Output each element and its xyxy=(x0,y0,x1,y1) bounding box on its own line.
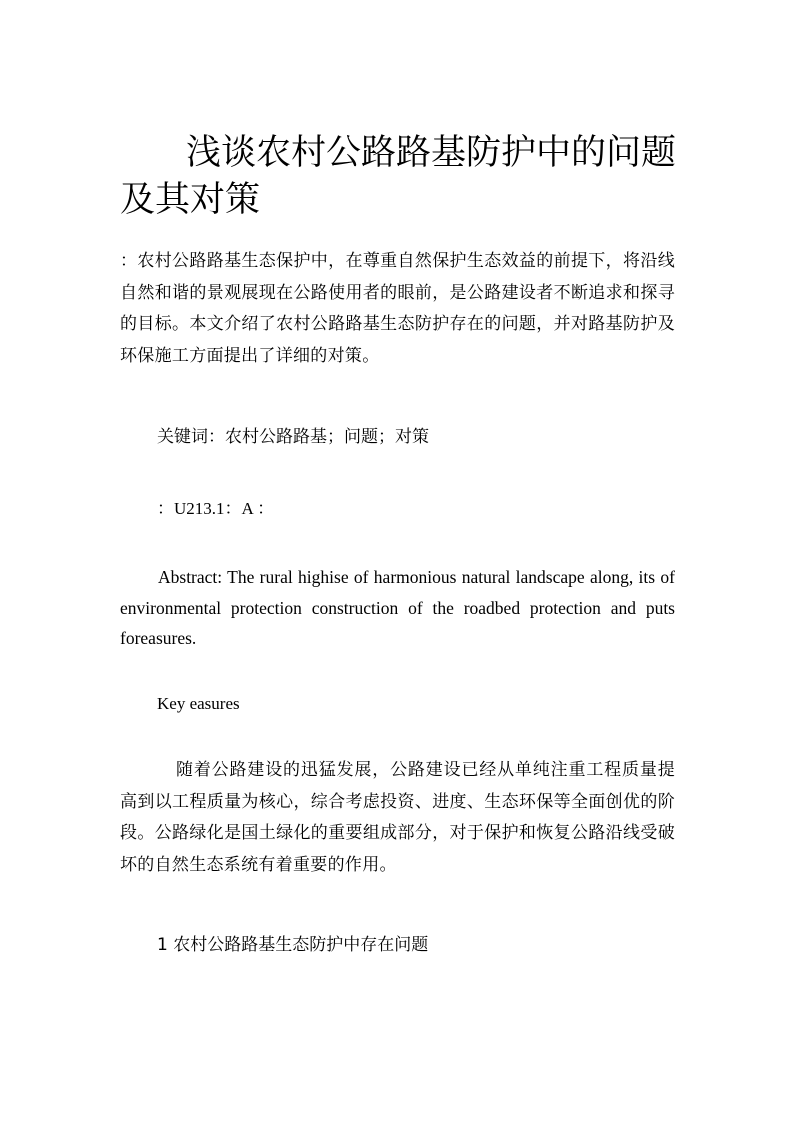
english-abstract: Abstract: The rural highise of harmonious natural landscape along, its of environmental protection construction of the roadbed protection and puts foreasures. xyxy=(120,567,675,648)
chinese-abstract: ：农村公路路基生态保护中，在尊重自然保护生态效益的前提下，将沿线自然和谐的景观展现在公路使用者的眼前，是公路建设者不断追求和探寻的目标。本文介绍了农村公路路基生态防护存在的问题，并对路基防护及环保施工方面提出了详细的对策。 xyxy=(120,251,675,366)
english-keywords: Key easures xyxy=(157,694,240,713)
introduction-paragraph: 随着公路建设的迅猛发展，公路建设已经从单纯注重工程质量提高到以工程质量为核心，综合考虑投资、进度、生态环保等全面创优的阶段。公路绿化是国土绿化的重要组成部分，对于保护和恢复公路沿线受破坏的自然生态系统有着重要的作用。 xyxy=(120,760,675,875)
classification-codes: ：U213.1：A ： xyxy=(157,499,275,518)
chinese-keywords: 关键词：农村公路路基；问题；对策 xyxy=(157,427,429,447)
document-title: 浅谈农村公路路基防护中的问题及其对策 xyxy=(120,133,677,220)
section-heading-1: 1 农村公路路基生态防护中存在问题 xyxy=(157,935,429,955)
